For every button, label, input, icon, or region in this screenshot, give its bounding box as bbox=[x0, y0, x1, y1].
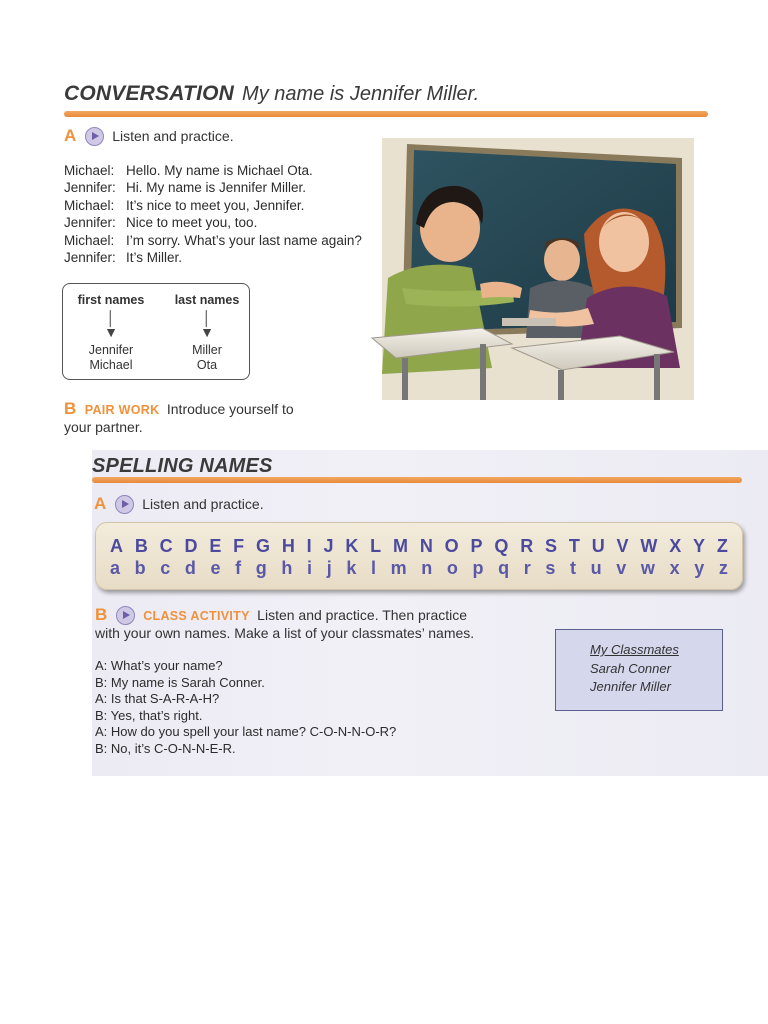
uppercase-row bbox=[110, 536, 728, 557]
conversation-dialog bbox=[64, 162, 394, 266]
conversation-subtitle: My name is Jennifer Miller. bbox=[242, 83, 480, 105]
lowercase-row bbox=[110, 558, 728, 579]
spelling-part-b bbox=[95, 606, 535, 642]
first-name-value: Jennifer bbox=[88, 343, 134, 357]
spelling-rule bbox=[92, 477, 742, 483]
part-b-instruction-1: Introduce yourself to bbox=[166, 401, 294, 417]
line: I’m sorry. What’s your last name again? bbox=[126, 232, 362, 248]
uppercase-letter: X bbox=[669, 536, 682, 556]
last-name-value: Miller bbox=[192, 343, 222, 357]
classroom-illustration bbox=[362, 138, 694, 400]
lowercase-letter: c bbox=[160, 558, 171, 578]
lowercase-letter: d bbox=[184, 558, 196, 578]
speaker: Jennifer: bbox=[64, 250, 116, 266]
lowercase-letter: t bbox=[570, 558, 577, 578]
uppercase-letter: L bbox=[370, 536, 382, 556]
lowercase-letter: v bbox=[616, 558, 627, 578]
pair-work-label: PAIR WORK bbox=[84, 403, 160, 417]
uppercase-letter: M bbox=[393, 536, 408, 556]
lowercase-letter: h bbox=[281, 558, 293, 578]
uppercase-letter: C bbox=[159, 536, 173, 556]
dialog-line: A: How do you spell your last name? C-O-N-N-O-R? bbox=[95, 724, 397, 739]
dialog-line: B: My name is Sarah Conner. bbox=[95, 674, 265, 690]
dialog-line bbox=[64, 162, 394, 179]
part-b-instruction-2: your partner. bbox=[64, 419, 143, 435]
classmates-box bbox=[555, 629, 723, 711]
alphabet-bar bbox=[95, 522, 743, 590]
last-names-column bbox=[165, 293, 249, 373]
first-names-header: first names bbox=[77, 293, 145, 307]
line: It’s nice to meet you, Jennifer. bbox=[126, 197, 305, 213]
classmate-name: Sarah Conner bbox=[590, 660, 671, 676]
spelling-dialog bbox=[95, 658, 515, 757]
lowercase-letter: p bbox=[472, 558, 484, 578]
lowercase-letter: k bbox=[346, 558, 357, 578]
spelling-title: SPELLING NAMES bbox=[92, 455, 273, 477]
lowercase-letter: s bbox=[545, 558, 556, 578]
uppercase-letter: Y bbox=[693, 536, 706, 556]
lowercase-letter: y bbox=[694, 558, 705, 578]
part-b-instruction-2: with your own names. Make a list of your classmates’ names. bbox=[95, 625, 475, 642]
uppercase-letter: Q bbox=[494, 536, 509, 556]
uppercase-letter: U bbox=[591, 536, 605, 556]
line: Hi. My name is Jennifer Miller. bbox=[126, 180, 307, 196]
line: Hello. My name is Michael Ota. bbox=[126, 163, 313, 178]
lowercase-letter: o bbox=[446, 558, 458, 578]
uppercase-letter: O bbox=[444, 536, 459, 556]
uppercase-letter: N bbox=[419, 536, 433, 556]
classmates-title: My Classmates bbox=[590, 642, 679, 657]
dialog-line: B: Yes, that’s right. bbox=[95, 707, 203, 723]
dialog-line bbox=[64, 232, 394, 249]
speaker: Michael: bbox=[64, 232, 115, 248]
uppercase-letter: D bbox=[184, 536, 198, 556]
speaker: Michael: bbox=[64, 197, 115, 213]
dialog-line bbox=[64, 197, 394, 214]
uppercase-letter: H bbox=[281, 536, 295, 556]
uppercase-letter: V bbox=[616, 536, 629, 556]
lowercase-letter: u bbox=[590, 558, 602, 578]
uppercase-letter: S bbox=[545, 536, 558, 556]
part-a-letter: A bbox=[64, 126, 77, 145]
part-a-instruction: Listen and practice. bbox=[142, 496, 264, 512]
down-arrow-icon: │ ▼ bbox=[104, 310, 118, 340]
uppercase-letter: J bbox=[323, 536, 334, 556]
names-box bbox=[62, 283, 250, 380]
uppercase-letter: W bbox=[640, 536, 658, 556]
part-a-letter: A bbox=[94, 494, 107, 513]
first-name-value: Michael bbox=[89, 358, 133, 372]
classroom-scene bbox=[362, 138, 694, 400]
conversation-rule bbox=[64, 111, 708, 117]
part-a-instruction: Listen and practice. bbox=[112, 128, 234, 144]
conversation-heading bbox=[64, 82, 714, 106]
lowercase-letter: j bbox=[326, 558, 332, 578]
lowercase-letter: e bbox=[210, 558, 221, 578]
lowercase-letter: n bbox=[421, 558, 433, 578]
conversation-part-b bbox=[64, 400, 364, 436]
dialog-line: B: No, it’s C-O-N-N-E-R. bbox=[95, 740, 236, 756]
audio-play-icon[interactable] bbox=[85, 127, 104, 146]
lowercase-letter: q bbox=[498, 558, 510, 578]
classmate-name: Jennifer Miller bbox=[590, 679, 671, 694]
part-b-letter: B bbox=[64, 399, 77, 418]
part-b-instruction-1: Listen and practice. Then practice bbox=[257, 607, 468, 623]
lowercase-letter: l bbox=[370, 558, 376, 578]
dialog-line: A: Is that S-A-R-A-H? bbox=[95, 691, 220, 706]
uppercase-letter: A bbox=[110, 536, 123, 556]
spelling-part-a bbox=[94, 494, 264, 514]
lowercase-letter: m bbox=[390, 558, 407, 578]
dialog-line: A: What’s your name? bbox=[95, 658, 223, 673]
uppercase-letter: I bbox=[306, 536, 312, 556]
dialog-line bbox=[64, 214, 394, 231]
uppercase-letter: R bbox=[520, 536, 534, 556]
last-names-header: last names bbox=[174, 293, 240, 307]
audio-play-icon[interactable] bbox=[116, 606, 135, 625]
uppercase-letter: T bbox=[568, 536, 580, 556]
lowercase-letter: i bbox=[307, 558, 313, 578]
uppercase-letter: P bbox=[470, 536, 483, 556]
class-activity-label: CLASS ACTIVITY bbox=[143, 609, 250, 623]
uppercase-letter: B bbox=[134, 536, 148, 556]
lowercase-letter: f bbox=[235, 558, 242, 578]
speaker: Jennifer: bbox=[64, 180, 116, 196]
speaker: Michael: bbox=[64, 163, 115, 178]
lowercase-letter: a bbox=[110, 558, 121, 578]
down-arrow-icon: │ ▼ bbox=[200, 310, 214, 340]
audio-play-icon[interactable] bbox=[115, 495, 134, 514]
lowercase-letter: g bbox=[255, 558, 267, 578]
lowercase-letter: x bbox=[669, 558, 680, 578]
line: Nice to meet you, too. bbox=[126, 215, 258, 231]
uppercase-letter: G bbox=[255, 536, 270, 556]
uppercase-letter: Z bbox=[716, 536, 728, 556]
conversation-title: CONVERSATION bbox=[64, 82, 235, 105]
dialog-line bbox=[64, 249, 394, 266]
lowercase-letter: z bbox=[718, 558, 728, 578]
lowercase-letter: r bbox=[523, 558, 531, 578]
line: It’s Miller. bbox=[126, 250, 183, 266]
part-b-letter: B bbox=[95, 605, 108, 624]
lowercase-letter: b bbox=[134, 558, 146, 578]
uppercase-letter: F bbox=[233, 536, 245, 556]
uppercase-letter: K bbox=[345, 536, 359, 556]
lowercase-letter: w bbox=[640, 558, 655, 578]
dialog-line bbox=[64, 179, 394, 196]
first-names-column bbox=[69, 293, 153, 373]
uppercase-letter: E bbox=[209, 536, 222, 556]
conversation-part-a bbox=[64, 126, 234, 146]
speaker: Jennifer: bbox=[64, 215, 116, 231]
last-name-value: Ota bbox=[196, 358, 218, 372]
